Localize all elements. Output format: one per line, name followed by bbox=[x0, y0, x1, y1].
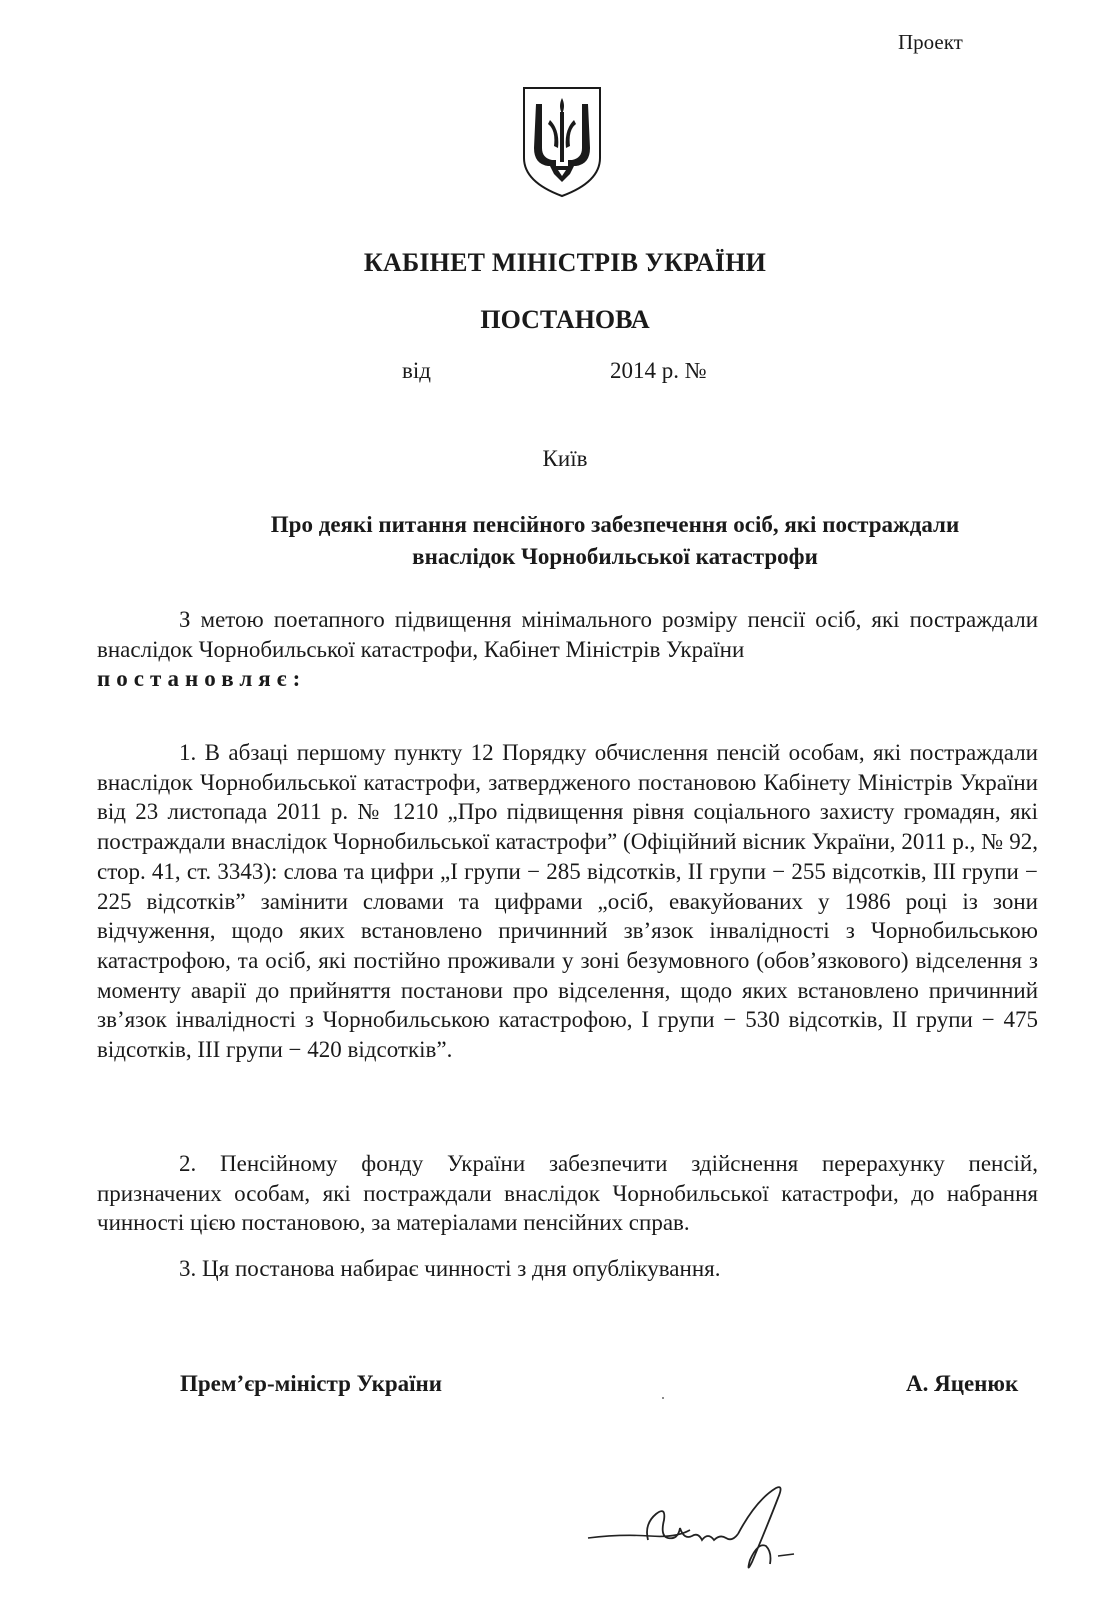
organization-heading: КАБІНЕТ МІНІСТРІВ УКРАЇНИ bbox=[363, 248, 767, 277]
draft-label: Проект bbox=[898, 30, 963, 54]
trident-coat-of-arms-icon bbox=[520, 84, 604, 200]
signatory-name: А. Яценюк bbox=[906, 1371, 1019, 1396]
signatory-position: Прем’єр-міністр України bbox=[180, 1371, 443, 1396]
document-title bbox=[200, 509, 1030, 573]
intro-text: З метою поетапного підвищення мінімального розміру пенсії осіб, які постраждали внаслідок Чорнобильської катастрофи, Кабінет Міністрів України bbox=[97, 607, 1038, 662]
document-type-heading: ПОСТАНОВА bbox=[480, 305, 650, 334]
title-line-1: Про деякі питання пенсійного забезпечення осіб, які постраждали bbox=[270, 512, 960, 537]
date-year-number: 2014 р. № bbox=[610, 358, 707, 383]
item-3-paragraph: 3. Ця постанова набирає чинності з дня опублікування. bbox=[179, 1256, 721, 1281]
item-2-paragraph: 2. Пенсійному фонду України забезпечити здійснення перерахунку пенсій, призначених особам, які постраждали внаслідок Чорнобильської катастрофи, до набрання чинності цією постановою, за матеріалами пенсійних справ. bbox=[97, 1151, 1038, 1236]
intro-paragraph bbox=[97, 605, 1038, 694]
date-prefix: від bbox=[402, 358, 431, 383]
resolves-text: постановляє: bbox=[97, 666, 307, 692]
scan-speck bbox=[662, 1397, 664, 1399]
city-label: Київ bbox=[542, 446, 588, 471]
title-line-2: внаслідок Чорнобильської катастрофи bbox=[412, 544, 818, 569]
handwritten-signature-icon bbox=[580, 1480, 810, 1580]
item-1-paragraph: 1. В абзаці першому пункту 12 Порядку обчислення пенсій особам, які постраждали внаслідок Чорнобильської катастрофи, затвердженого постановою Кабінету Міністрів України від 23 листопада 2011 р. № 1210 „Про підвищення рівня соціального захисту громадян, які постраждали внаслідок Чорнобильської катастрофи” (Офіційний вісник України, 2011 р., № 92, стор. 41, ст. 3343): слова та цифри „I групи − 285 відсотків, II групи − 255 відсотків, III групи − 225 відсотків” замінити словами та цифрами „осіб, евакуйованих у 1986 році із зони відчуження, щодо яких встановлено причинний зв’язок інвалідності з Чорнобильською катастрофою, та осіб, які постійно проживали у зоні безумовного (обов’язкового) відселення з моменту аварії до прийняття постанови про відселення, щодо яких встановлено причинний зв’язок інвалідності з Чорнобильською катастрофою, I групи − 530 відсотків, II групи − 475 відсотків, III групи − 420 відсотків”. bbox=[97, 740, 1038, 1063]
